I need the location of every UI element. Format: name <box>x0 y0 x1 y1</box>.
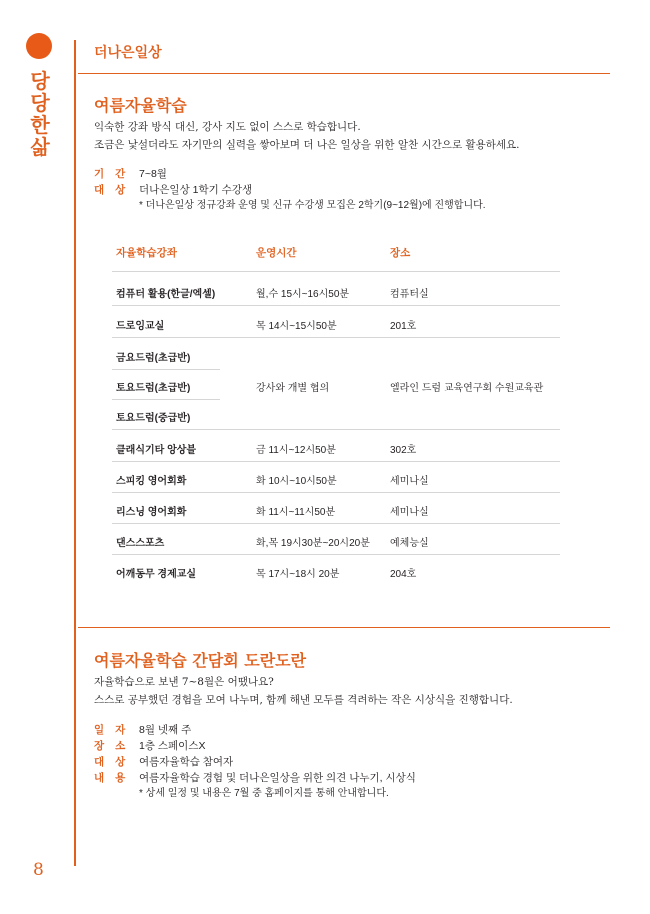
course-name: 금요드럼(초급반) <box>116 353 191 364</box>
info-key: 일자 <box>94 724 137 736</box>
course-name: 스피킹 영어회화 <box>116 476 187 487</box>
vertical-title-char: 당 <box>30 91 50 115</box>
table-rule <box>112 271 560 272</box>
course-name: 토요드럼(중급반) <box>116 413 191 424</box>
vertical-title-char: 삶 <box>30 135 50 159</box>
vertical-title <box>28 70 52 158</box>
table-header-course: 자율학습강좌 <box>116 247 177 259</box>
summer-intro <box>94 118 519 154</box>
course-time: 강사와 개별 협의 <box>256 383 330 394</box>
page-number: 8 <box>33 860 44 880</box>
course-place: 예체능실 <box>390 538 429 549</box>
meetup-info <box>94 722 416 802</box>
table-rule <box>112 399 220 400</box>
info-key: 장소 <box>94 740 137 752</box>
course-name: 댄스스포츠 <box>116 538 165 549</box>
course-place: 세미나실 <box>390 507 429 518</box>
summer-title: 여름자율학습 <box>94 96 187 115</box>
section-label: 더나은일상 <box>94 44 162 60</box>
course-time: 금 11시~12시50분 <box>256 445 336 456</box>
table-rule <box>112 492 560 493</box>
summer-info <box>94 166 486 214</box>
vertical-divider <box>74 40 76 866</box>
info-row <box>94 182 486 198</box>
table-rule <box>112 523 560 524</box>
info-row <box>94 166 486 182</box>
info-row <box>94 754 416 770</box>
vertical-title-char: 당 <box>30 69 50 93</box>
info-note: * 상세 일정 및 내용은 7월 중 홈페이지를 통해 안내합니다. <box>139 788 389 799</box>
info-value: 8월 넷째 주 <box>139 724 192 736</box>
course-place: 201호 <box>390 321 417 332</box>
course-name: 어깨동무 경제교실 <box>116 569 197 580</box>
table-rule <box>112 554 560 555</box>
table-header-time: 운영시간 <box>256 247 297 259</box>
info-key: 대상 <box>94 756 137 768</box>
meetup-intro <box>94 673 513 709</box>
course-time: 화 10시~10시50분 <box>256 476 337 487</box>
table-header-place: 장소 <box>390 247 411 259</box>
course-place: 컴퓨터실 <box>390 289 429 300</box>
course-name: 토요드럼(초급반) <box>116 383 191 394</box>
course-place: 302호 <box>390 445 417 456</box>
info-key: 내용 <box>94 772 137 784</box>
meetup-intro-line: 자율학습으로 보낸 7~8월은 어땠나요? <box>94 676 274 688</box>
info-value: 1층 스페이스X <box>139 740 206 752</box>
course-time: 화,목 19시30분~20시20분 <box>256 538 370 549</box>
info-value: 여름자율학습 참여자 <box>139 756 234 768</box>
table-rule <box>112 369 220 370</box>
course-time: 화 11시~11시50분 <box>256 507 336 518</box>
table-rule <box>112 337 560 338</box>
info-value: 여름자율학습 경험 및 더나은일상을 위한 의견 나누기, 시상식 <box>139 772 416 784</box>
info-value: 7~8월 <box>139 168 167 180</box>
course-name: 리스닝 영어회화 <box>116 507 187 518</box>
course-name: 드로잉교실 <box>116 321 165 332</box>
info-value: 더나은일상 1학기 수강생 <box>139 184 253 196</box>
summer-intro-line: 익숙한 강좌 방식 대신, 강사 지도 없이 스스로 학습합니다. <box>94 121 361 133</box>
table-rule <box>112 461 560 462</box>
course-place: 204호 <box>390 569 417 580</box>
info-key: 대상 <box>94 184 137 196</box>
orange-circle-icon <box>26 33 52 59</box>
section-divider <box>78 627 610 628</box>
info-key: 기간 <box>94 168 137 180</box>
meetup-title: 여름자율학습 간담회 도란도란 <box>94 651 307 670</box>
course-name: 컴퓨터 활용(한글/엑셀) <box>116 289 216 300</box>
meetup-intro-line: 스스로 공부했던 경험을 모여 나누며, 함께 해낸 모두를 격려하는 작은 시상식을 진행합니다. <box>94 694 513 706</box>
table-rule <box>112 429 560 430</box>
course-place: 세미나실 <box>390 476 429 487</box>
info-row <box>94 722 416 738</box>
table-rule <box>112 305 560 306</box>
course-place: 엘라인 드럼 교육연구회 수원교육관 <box>390 383 544 394</box>
info-row <box>94 770 416 786</box>
course-time: 목 17시~18시 20분 <box>256 569 340 580</box>
header-divider <box>78 73 610 74</box>
vertical-title-char: 한 <box>30 113 50 137</box>
summer-intro-line: 조금은 낯설더라도 자기만의 실력을 쌓아보며 더 나은 일상을 위한 알찬 시간으로 활용하세요. <box>94 139 520 151</box>
course-name: 클래식기타 앙상블 <box>116 445 197 456</box>
info-note: * 더나은일상 정규강좌 운영 및 신규 수강생 모집은 2학기(9~12월)에 진행합니다. <box>139 200 486 211</box>
info-row <box>94 738 416 754</box>
course-time: 목 14시~15시50분 <box>256 321 337 332</box>
course-time: 월,수 15시~16시50분 <box>256 289 350 300</box>
